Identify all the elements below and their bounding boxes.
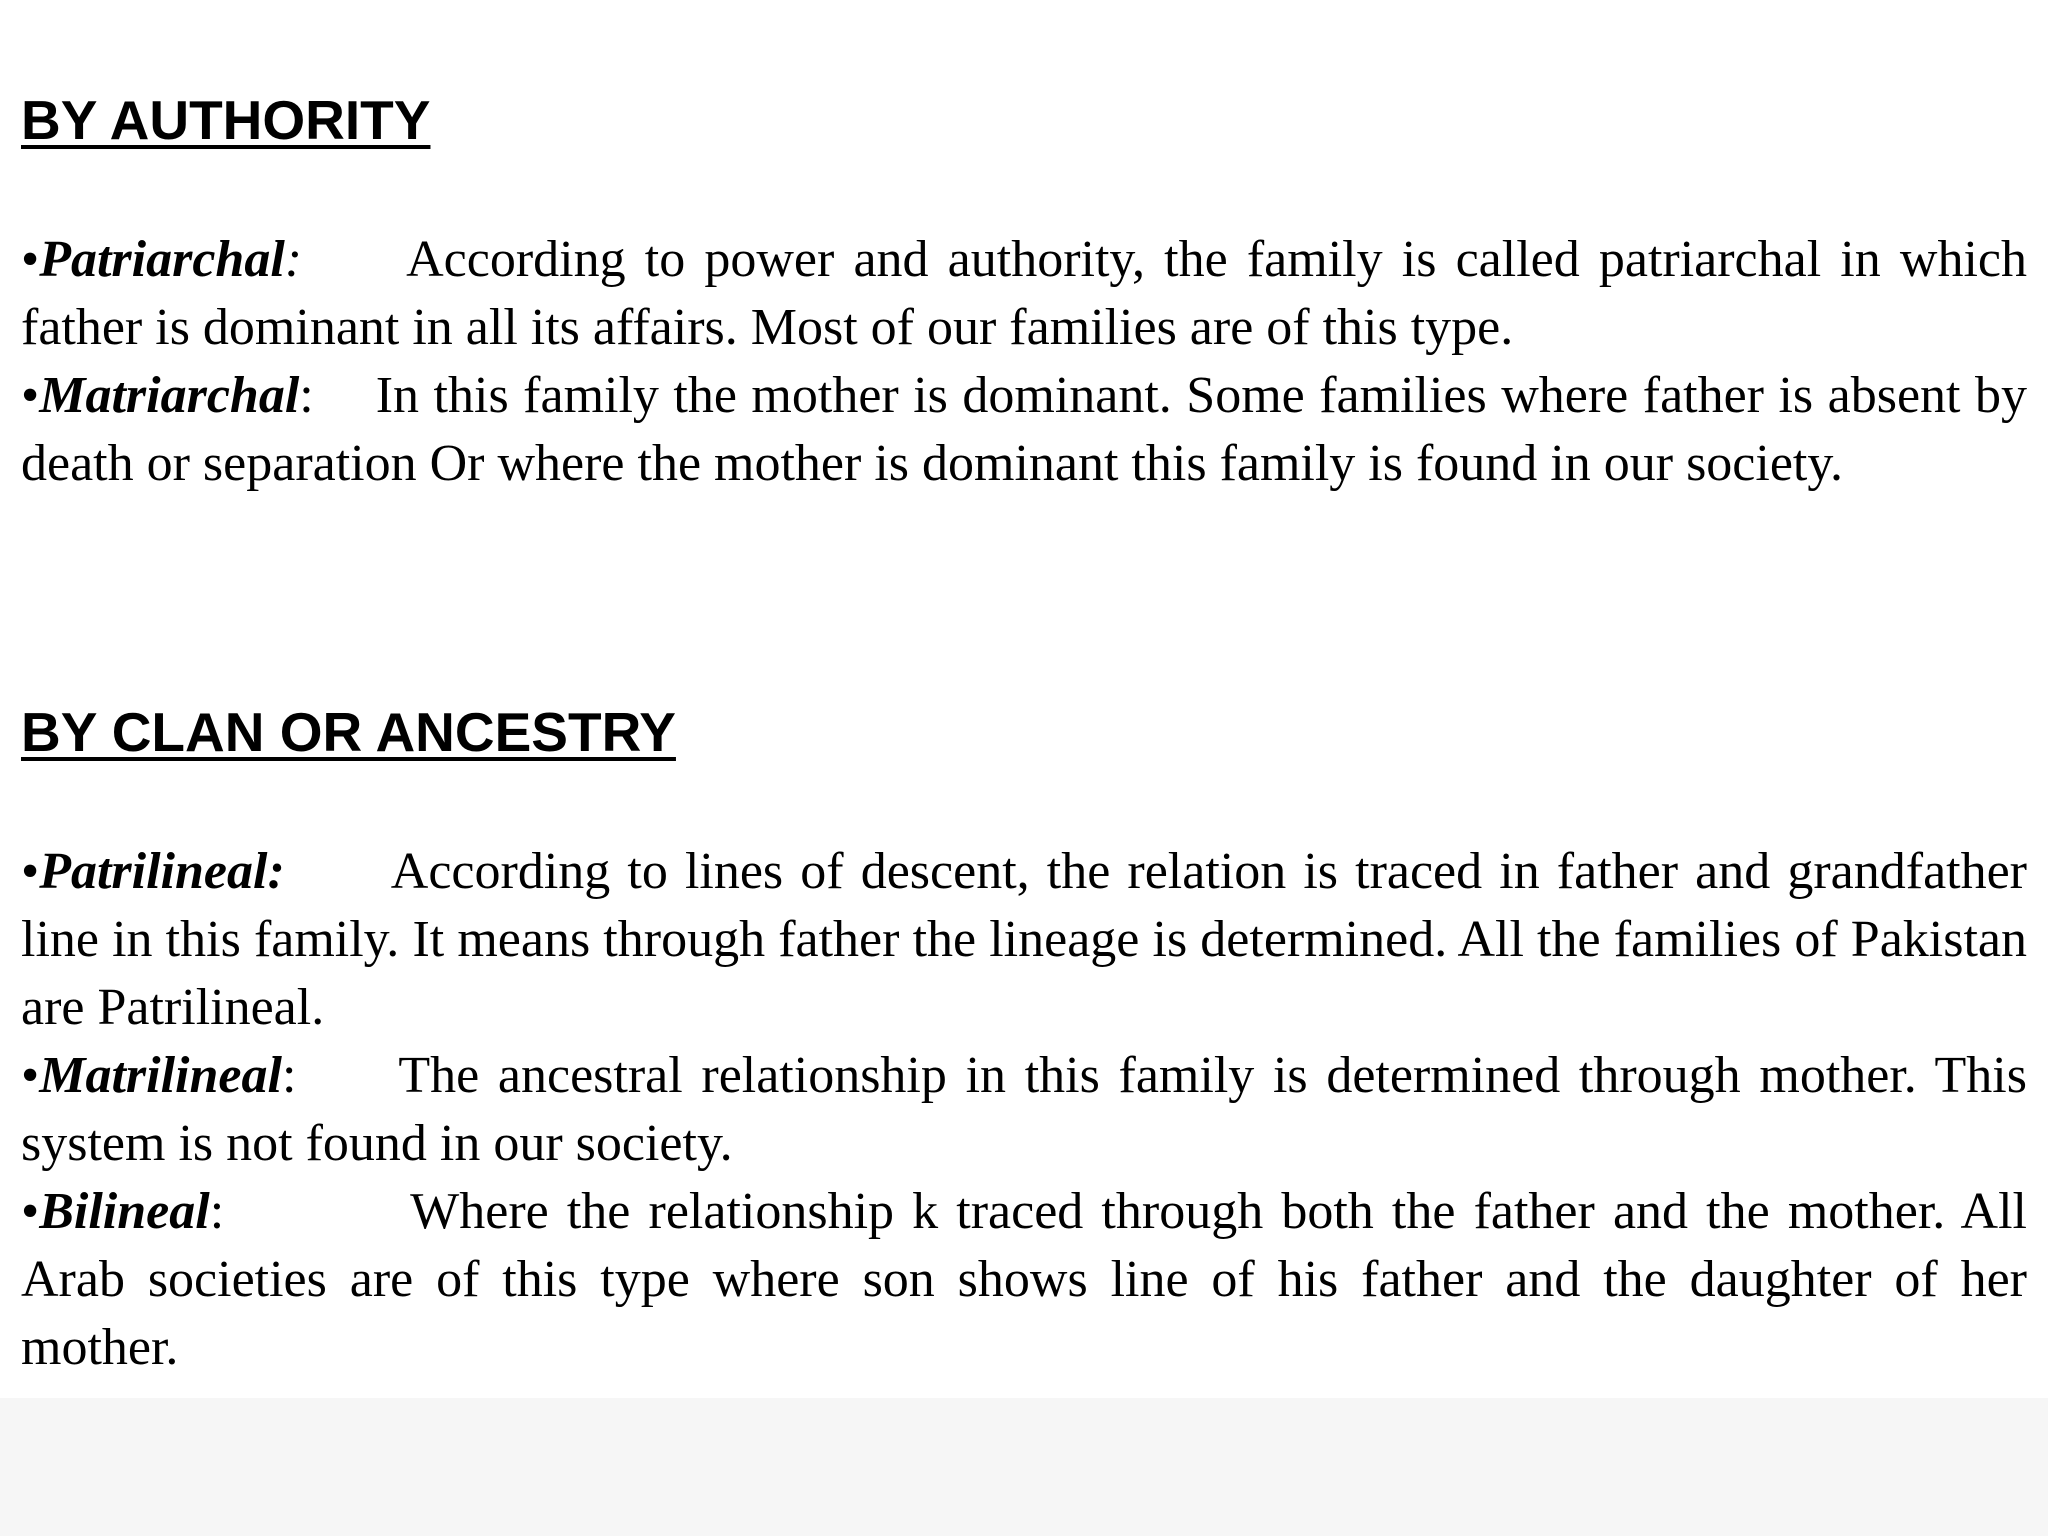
term-patriarchal: Patriarchal: [39, 231, 285, 288]
list-item-matrilineal: [21, 1042, 2027, 1178]
bullet: •: [21, 231, 40, 288]
definition-matrilineal: The ancestral relationship in this family is determined through mother. This system is not found in our society.: [21, 1047, 2027, 1172]
section-heading-authority: BY AUTHORITY: [21, 89, 431, 151]
term-colon: :: [209, 1183, 225, 1240]
definition-bilineal: Where the relationship k traced through both the father and the mother. All Arab societies are of this type where son shows line of his father and the daughter of her mother.: [21, 1183, 2027, 1376]
bullet: •: [21, 367, 40, 424]
term-bilineal: Bilineal: [39, 1183, 210, 1240]
footer-band: [0, 1398, 2048, 1536]
list-item-bilineal: [21, 1178, 2027, 1382]
list-item-patriarchal: [21, 226, 2027, 362]
term-matrilineal: Matrilineal: [39, 1047, 282, 1104]
definition-matriarchal: In this family the mother is dominant. Some families where father is absent by death or separation Or where the mother is dominant this family is found in our society.: [21, 367, 2027, 492]
list-item-patrilineal: [21, 838, 2027, 1042]
section-heading-clan-or-ancestry: BY CLAN OR ANCESTRY: [21, 701, 676, 763]
bullet: •: [21, 1047, 40, 1104]
term-colon: :: [267, 843, 285, 900]
bullet: •: [21, 843, 40, 900]
term-patrilineal: Patrilineal: [39, 843, 268, 900]
term-colon: :: [281, 1047, 297, 1104]
list-item-matriarchal: [21, 362, 2027, 498]
definition-patrilineal: According to lines of descent, the relation is traced in father and grandfather line in this family. It means through father the lineage is determined. All the families of Pakistan are Patrilineal.: [21, 843, 2027, 1036]
definition-patriarchal: According to power and authority, the family is called patriarchal in which father is dominant in all its affairs. Most of our families are of this type.: [21, 231, 2027, 356]
term-matriarchal: Matriarchal: [39, 367, 300, 424]
bullet: •: [21, 1183, 40, 1240]
term-colon: :: [299, 367, 314, 424]
term-colon: :: [284, 231, 303, 288]
